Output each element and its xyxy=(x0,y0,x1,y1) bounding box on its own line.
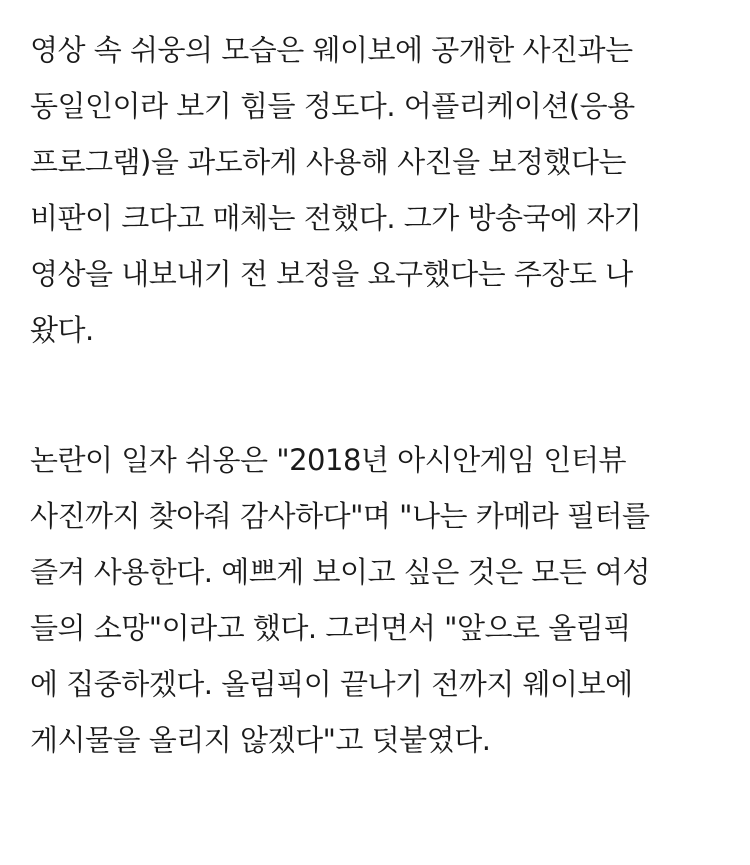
text-line: 게시물을 올리지 않겠다"고 덧붙였다. xyxy=(30,723,491,757)
text-line: 프로그램)을 과도하게 사용해 사진을 보정했다는 xyxy=(30,145,626,179)
text-line: 에 집중하겠다. 올림픽이 끝나기 전까지 웨이보에 xyxy=(30,667,633,701)
text-line: 동일인이라 보기 힘들 정도다. 어플리케이션(응용 xyxy=(30,89,635,123)
text-line: 영상을 내보내기 전 보정을 요구했다는 주장도 나 xyxy=(30,257,633,291)
paragraph-2 xyxy=(30,432,730,768)
text-line: 즐겨 사용한다. 예쁘게 보이고 싶은 것은 모든 여성 xyxy=(30,555,651,589)
text-line: 영상 속 쉬웅의 모습은 웨이보에 공개한 사진과는 xyxy=(30,33,633,67)
text-line: 비판이 크다고 매체는 전했다. 그가 방송국에 자기 xyxy=(30,201,642,235)
text-line: 왔다. xyxy=(30,313,94,347)
article-body xyxy=(30,22,730,768)
paragraph-spacer xyxy=(30,358,730,432)
text-line: 사진까지 찾아줘 감사하다"며 "나는 카메라 필터를 xyxy=(30,499,650,533)
paragraph-1 xyxy=(30,22,730,358)
text-line: 들의 소망"이라고 했다. 그러면서 "앞으로 올림픽 xyxy=(30,611,631,645)
text-line: 논란이 일자 쉬옹은 "2018년 아시안게임 인터뷰 xyxy=(30,443,626,477)
